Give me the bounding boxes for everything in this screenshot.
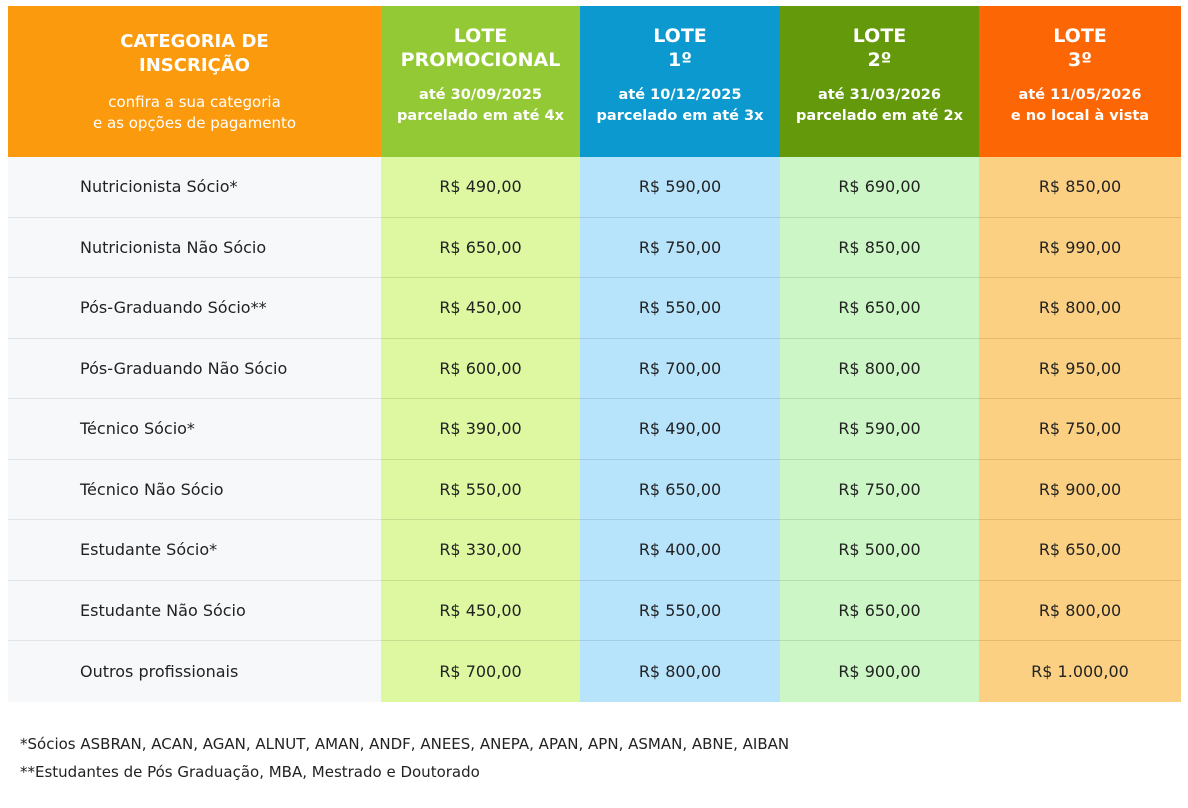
price-cell: R$ 500,00	[780, 520, 979, 581]
table-row	[8, 218, 1181, 279]
category-cell: Técnico Não Sócio	[8, 460, 381, 521]
header-lot-detail: até 30/09/2025 parcelado em até 4x	[397, 87, 564, 124]
category-cell: Pós-Graduando Sócio**	[8, 278, 381, 339]
price-cell: R$ 490,00	[381, 157, 580, 218]
header-lot-detail: até 10/12/2025 parcelado em até 3x	[596, 87, 764, 124]
table-row	[8, 460, 1181, 521]
footnote-members: *Sócios ASBRAN, ACAN, AGAN, ALNUT, AMAN, ANDF, ANEES, ANEPA, APAN, APN, ASMAN, ABNE, AIBAN	[20, 735, 790, 753]
price-cell: R$ 390,00	[381, 399, 580, 460]
header-lot-2	[780, 6, 979, 157]
price-cell: R$ 650,00	[780, 581, 979, 642]
table-row	[8, 339, 1181, 400]
price-cell: R$ 750,00	[979, 399, 1181, 460]
price-cell: R$ 800,00	[580, 641, 780, 702]
price-cell: R$ 700,00	[580, 339, 780, 400]
header-category-title: CATEGORIA DE INSCRIÇÃO	[120, 31, 269, 76]
price-cell: R$ 590,00	[580, 157, 780, 218]
header-lot-title: LOTE 3º	[1053, 25, 1107, 71]
price-cell: R$ 800,00	[979, 581, 1181, 642]
category-cell: Nutricionista Sócio*	[8, 157, 381, 218]
category-cell: Estudante Sócio*	[8, 520, 381, 581]
price-cell: R$ 650,00	[381, 218, 580, 279]
footnote-postgrad: **Estudantes de Pós Graduação, MBA, Mestrado e Doutorado	[20, 763, 480, 781]
price-cell: R$ 400,00	[580, 520, 780, 581]
header-lot-detail: até 31/03/2026 parcelado em até 2x	[796, 87, 963, 124]
header-lot-3	[979, 6, 1181, 157]
price-cell: R$ 1.000,00	[979, 641, 1181, 702]
price-cell: R$ 550,00	[381, 460, 580, 521]
header-lot-detail: até 11/05/2026 e no local à vista	[1010, 87, 1150, 124]
price-cell: R$ 550,00	[580, 581, 780, 642]
price-cell: R$ 850,00	[780, 218, 979, 279]
header-lot-title: LOTE PROMOCIONAL	[400, 25, 561, 71]
price-cell: R$ 990,00	[979, 218, 1181, 279]
header-category	[8, 6, 381, 157]
price-cell: R$ 800,00	[780, 339, 979, 400]
price-cell: R$ 700,00	[381, 641, 580, 702]
table-body	[8, 157, 1181, 702]
header-lot-promocional	[381, 6, 580, 157]
price-cell: R$ 900,00	[979, 460, 1181, 521]
category-cell: Pós-Graduando Não Sócio	[8, 339, 381, 400]
footnotes	[20, 730, 789, 786]
table-row	[8, 641, 1181, 702]
category-cell: Técnico Sócio*	[8, 399, 381, 460]
price-cell: R$ 690,00	[780, 157, 979, 218]
price-cell: R$ 490,00	[580, 399, 780, 460]
table-header	[8, 6, 1181, 157]
header-category-subtitle: confira a sua categoria e as opções de pagamento	[92, 93, 297, 132]
price-cell: R$ 450,00	[381, 278, 580, 339]
category-cell: Outros profissionais	[8, 641, 381, 702]
header-lot-title: LOTE 1º	[653, 25, 707, 71]
price-cell: R$ 450,00	[381, 581, 580, 642]
price-cell: R$ 330,00	[381, 520, 580, 581]
header-lot-title: LOTE 2º	[852, 25, 907, 71]
price-cell: R$ 850,00	[979, 157, 1181, 218]
category-cell: Estudante Não Sócio	[8, 581, 381, 642]
price-cell: R$ 550,00	[580, 278, 780, 339]
price-cell: R$ 590,00	[780, 399, 979, 460]
price-cell: R$ 650,00	[780, 278, 979, 339]
price-table	[8, 6, 1181, 702]
category-cell: Nutricionista Não Sócio	[8, 218, 381, 279]
price-cell: R$ 950,00	[979, 339, 1181, 400]
price-cell: R$ 650,00	[580, 460, 780, 521]
header-lot-1	[580, 6, 780, 157]
price-cell: R$ 900,00	[780, 641, 979, 702]
price-cell: R$ 800,00	[979, 278, 1181, 339]
table-row	[8, 520, 1181, 581]
price-cell: R$ 750,00	[580, 218, 780, 279]
table-row	[8, 278, 1181, 339]
price-cell: R$ 600,00	[381, 339, 580, 400]
price-cell: R$ 750,00	[780, 460, 979, 521]
table-row	[8, 581, 1181, 642]
price-cell: R$ 650,00	[979, 520, 1181, 581]
table-row	[8, 399, 1181, 460]
table-row	[8, 157, 1181, 218]
